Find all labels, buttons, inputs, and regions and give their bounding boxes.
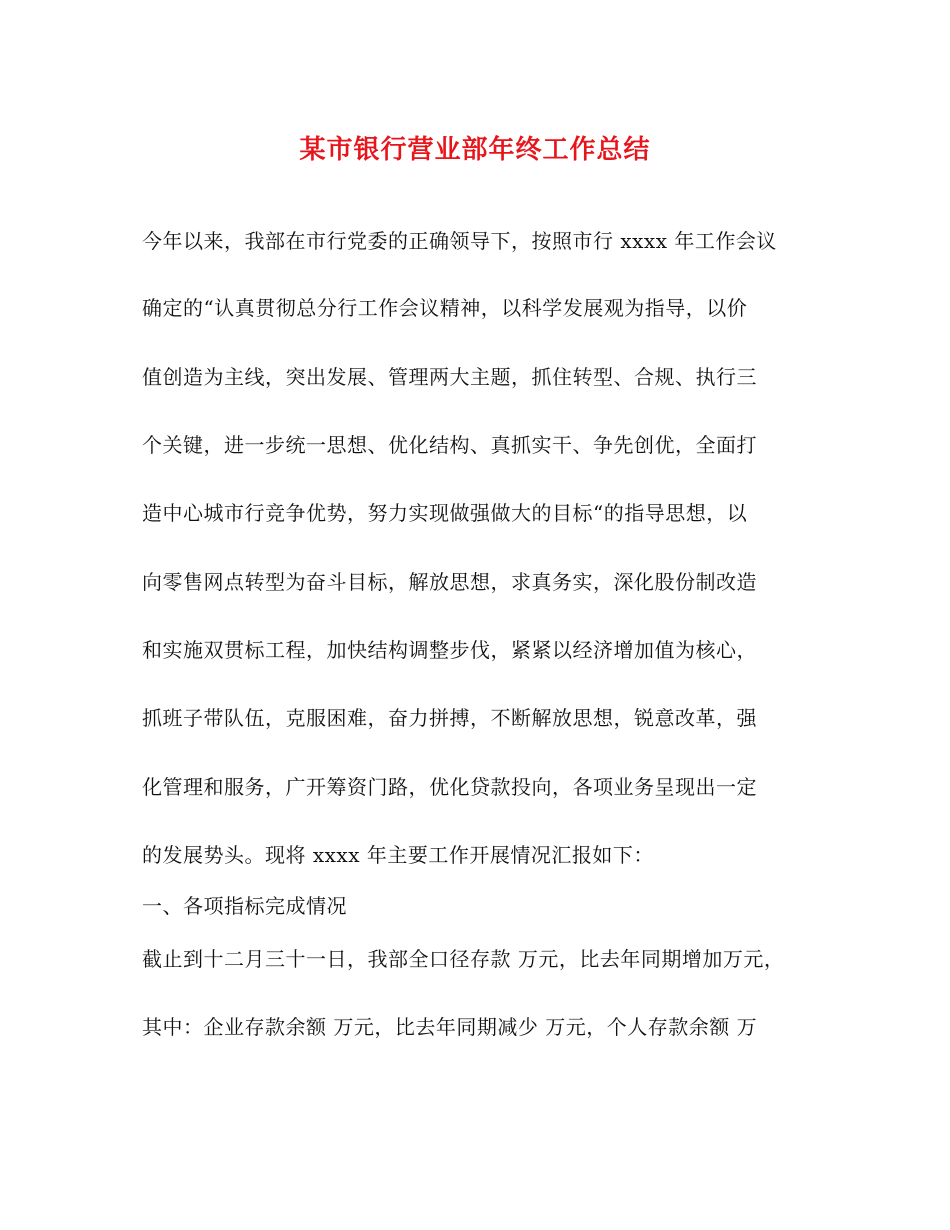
body-line-5: 造中心城市行竞争优势，努力实现做强做大的目标“的指导思想，以 [142, 501, 748, 525]
body-line-7: 和实施双贯标工程，加快结构调整步伐，紧紧以经济增加值为核心， [142, 638, 757, 662]
body-line-2: 确定的“认真贯彻总分行工作会议精神，以科学发展观为指导，以价 [142, 296, 748, 320]
body-line-1: 今年以来，我部在市行党委的正确领导下，按照市行 xxxx 年工作会议 [142, 229, 777, 253]
body-line-8: 抓班子带队伍，克服困难，奋力拼搏，不断解放思想，锐意改革，强 [142, 706, 757, 730]
section-heading-1: 一、各项指标完成情况 [142, 894, 347, 918]
body-line-12: 截止到十二月三十一日，我部全口径存款 万元，比去年同期增加万元， [142, 947, 785, 971]
document-title: 某市银行营业部年终工作总结 [299, 135, 651, 165]
body-line-9: 化管理和服务，广开筹资门路，优化贷款投向，各项业务呈现出一定 [142, 775, 757, 799]
body-line-13: 其中：企业存款余额 万元，比去年同期减少 万元，个人存款余额 万 [142, 1015, 758, 1039]
body-line-4: 个关键，进一步统一思想、优化结构、真抓实干、争先创优，全面打 [142, 433, 757, 457]
body-line-10: 的发展势头。现将 xxxx 年主要工作开展情况汇报如下： [142, 843, 654, 867]
body-line-3: 值创造为主线，突出发展、管理两大主题，抓住转型、合规、执行三 [142, 365, 757, 389]
body-line-6: 向零售网点转型为奋斗目标，解放思想，求真务实，深化股份制改造 [142, 570, 757, 594]
